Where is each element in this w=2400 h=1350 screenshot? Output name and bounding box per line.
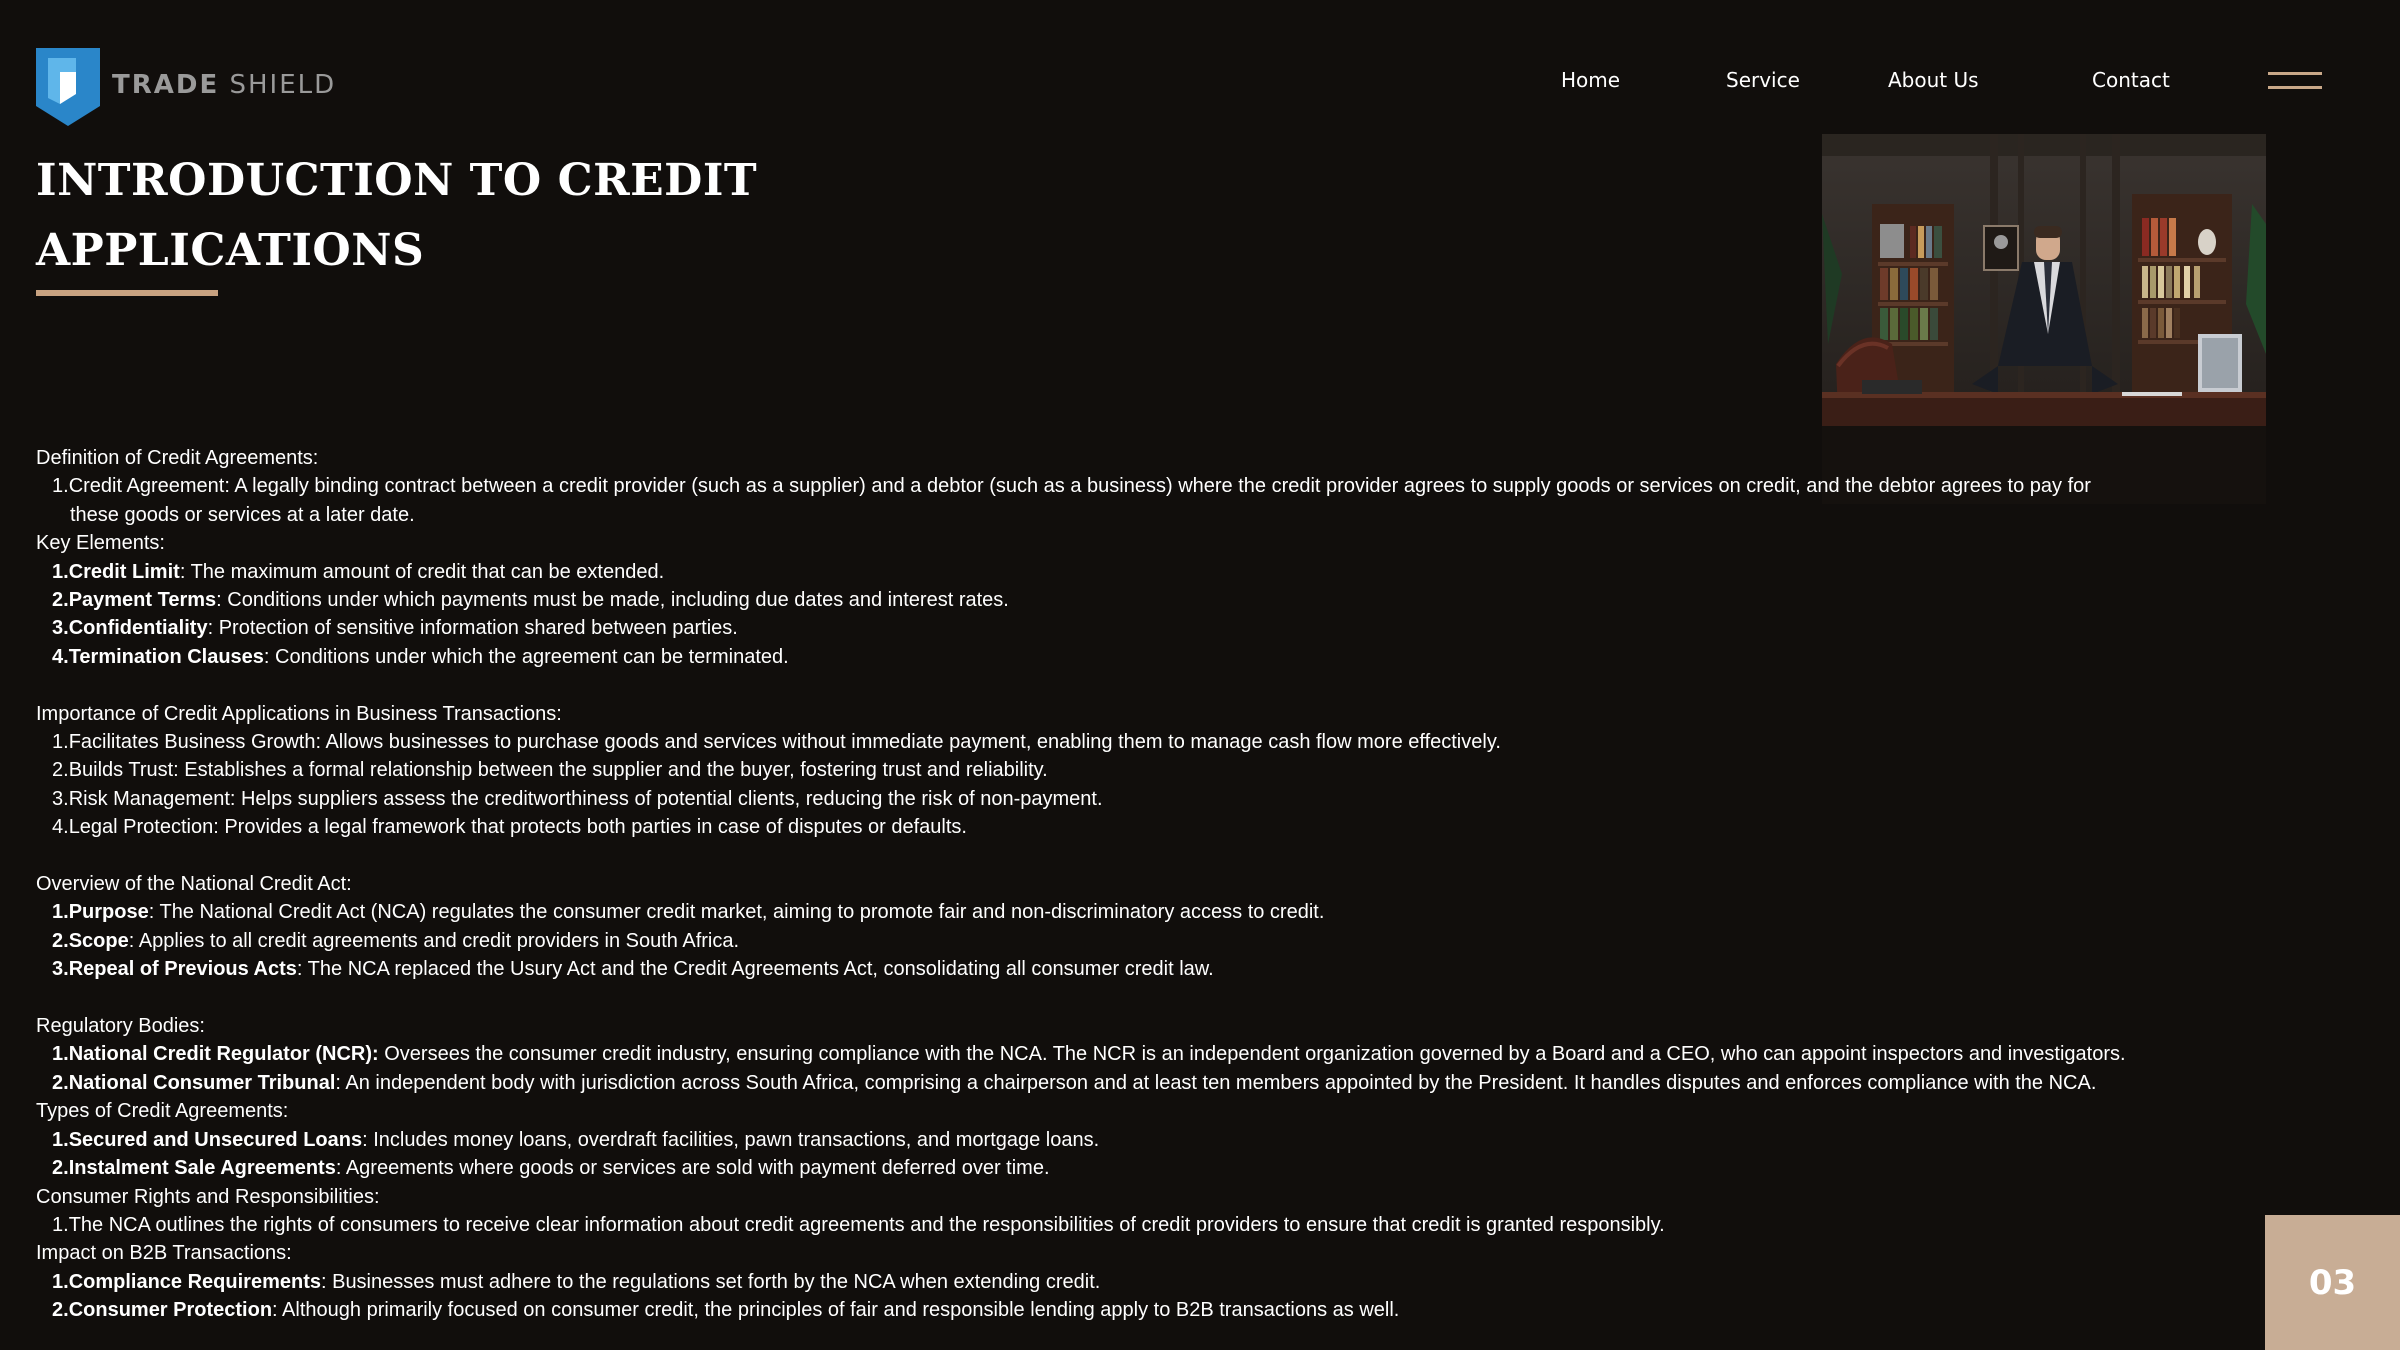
- item-number: 1.: [52, 560, 69, 583]
- item-number: 1.: [52, 731, 69, 754]
- list-item: [36, 614, 2256, 642]
- item-term: Consumer Protection: [68, 1299, 273, 1322]
- item-text: : The maximum amount of credit that can be extended.: [179, 560, 665, 583]
- item-number: 1.: [52, 1270, 69, 1293]
- item-text: Credit Agreement: A legally binding contract between a credit provider (such as a supplier) and a debtor (such as a business) where the credit provider agrees to supply goods or services on credit, and the debtor agrees to pay for: [68, 475, 2091, 498]
- list-item: [36, 898, 2256, 926]
- item-text: : Agreements where goods or services are sold with payment deferred over time.: [335, 1157, 1050, 1180]
- item-text: Facilitates Business Growth: Allows businesses to purchase goods and services without immediate payment, enabling them to manage cash flow more effectively.: [68, 731, 1501, 754]
- section-heading: Overview of the National Credit Act:: [36, 873, 352, 896]
- list-item: [36, 1211, 2256, 1239]
- item-number: 1.: [52, 1213, 69, 1236]
- item-number: 4.: [52, 816, 69, 839]
- page-title: [36, 146, 1036, 286]
- item-text: : Includes money loans, overdraft facilities, pawn transactions, and mortgage loans.: [362, 1128, 1100, 1151]
- item-number: 2.: [52, 589, 69, 612]
- item-term: Instalment Sale Agreements: [68, 1157, 336, 1180]
- item-text: Oversees the consumer credit industry, ensuring compliance with the NCA. The NCR is an independent organization governed by a Board and a CEO, who can appoint inspectors and investigators.: [378, 1043, 2126, 1066]
- list-item: [36, 1154, 2256, 1182]
- item-term: Scope: [68, 929, 129, 952]
- item-number: 3.: [52, 617, 69, 640]
- page-title-line-1: INTRODUCTION TO CREDIT: [36, 155, 758, 206]
- item-text: : Businesses must adhere to the regulations set forth by the NCA when extending credit.: [320, 1270, 1101, 1293]
- nav-contact-link[interactable]: Contact: [2092, 68, 2170, 92]
- title-underline: [36, 290, 218, 296]
- list-item: [36, 472, 2256, 500]
- list-item: [36, 756, 2256, 784]
- item-number: 2.: [52, 1071, 69, 1094]
- nav-home-link[interactable]: Home: [1561, 68, 1621, 92]
- item-text: : The National Credit Act (NCA) regulates the consumer credit market, aiming to promote fair and non-discriminatory access to credit.: [148, 901, 1325, 924]
- list-item: [36, 1296, 2256, 1324]
- shield-logo-icon: [36, 44, 100, 126]
- list-item: [36, 955, 2256, 983]
- hamburger-menu-icon[interactable]: [2268, 72, 2322, 90]
- credit-application-content: [36, 444, 2256, 1325]
- list-item: [36, 1040, 2256, 1068]
- list-item: [36, 643, 2256, 671]
- item-number: 2.: [52, 1157, 69, 1180]
- item-text: : An independent body with jurisdiction across South Africa, comprising a chairperson and at least ten members appointed by the President. It handles disputes and enforces compliance with the NCA.: [335, 1071, 2097, 1094]
- spacer: [36, 984, 2256, 1012]
- section-heading: Consumer Rights and Responsibilities:: [36, 1185, 380, 1208]
- item-number: 2.: [52, 1299, 69, 1322]
- list-item: [36, 586, 2256, 614]
- item-term: Compliance Requirements: [68, 1270, 321, 1293]
- item-text: Risk Management: Helps suppliers assess the creditworthiness of potential clients, reducing the risk of non-payment.: [68, 787, 1103, 810]
- list-item-continuation: these goods or services at a later date.: [70, 503, 415, 526]
- section-heading: Key Elements:: [36, 532, 165, 555]
- item-number: 4.: [52, 645, 69, 668]
- item-term: Termination Clauses: [68, 645, 264, 668]
- brand-logo[interactable]: [36, 44, 336, 126]
- item-term: Credit Limit: [68, 560, 180, 583]
- item-text: Builds Trust: Establishes a formal relationship between the supplier and the buyer, fostering trust and reliability.: [68, 759, 1048, 782]
- item-number: 1.: [52, 1043, 69, 1066]
- nav-about-link[interactable]: About Us: [1888, 68, 1979, 92]
- brand-name: [112, 70, 336, 100]
- section-heading: Types of Credit Agreements:: [36, 1100, 289, 1123]
- item-text: The NCA outlines the rights of consumers to receive clear information about credit agreements and the responsibilities of credit providers to ensure that credit is granted responsibly.: [68, 1213, 1665, 1236]
- item-number: 1.: [52, 1128, 69, 1151]
- spacer: [36, 671, 2256, 699]
- item-text: : Applies to all credit agreements and credit providers in South Africa.: [128, 929, 740, 952]
- page-title-line-2: APPLICATIONS: [36, 225, 425, 276]
- item-text: : Conditions under which payments must be made, including due dates and interest rates.: [216, 589, 1009, 612]
- item-term: Repeal of Previous Acts: [68, 958, 297, 981]
- section-heading: Regulatory Bodies:: [36, 1015, 205, 1038]
- item-text: : Protection of sensitive information shared between parties.: [207, 617, 738, 640]
- item-term: Confidentiality: [68, 617, 208, 640]
- brand-name-bold: TRADE: [112, 70, 220, 100]
- item-number: 3.: [52, 958, 69, 981]
- section-heading: Definition of Credit Agreements:: [36, 447, 319, 469]
- item-number: 2.: [52, 759, 69, 782]
- item-number: 1.: [52, 475, 69, 498]
- list-item: [36, 1069, 2256, 1097]
- item-term: National Credit Regulator (NCR):: [68, 1043, 379, 1066]
- item-text: Legal Protection: Provides a legal framework that protects both parties in case of disputes or defaults.: [68, 816, 967, 839]
- section-heading: Impact on B2B Transactions:: [36, 1242, 292, 1265]
- item-number: 1.: [52, 901, 69, 924]
- list-item: [36, 927, 2256, 955]
- section-heading: Importance of Credit Applications in Business Transactions:: [36, 702, 562, 725]
- item-term: National Consumer Tribunal: [68, 1071, 336, 1094]
- item-term: Payment Terms: [68, 589, 217, 612]
- page-number-badge: 03: [2265, 1215, 2400, 1350]
- item-number: 2.: [52, 929, 69, 952]
- list-item: [36, 785, 2256, 813]
- item-text: : Although primarily focused on consumer credit, the principles of fair and responsible lending apply to B2B transactions as well.: [272, 1299, 1400, 1322]
- list-item: [36, 728, 2256, 756]
- nav-service-link[interactable]: Service: [1726, 68, 1800, 92]
- item-term: Secured and Unsecured Loans: [68, 1128, 363, 1151]
- item-number: 3.: [52, 787, 69, 810]
- item-text: : The NCA replaced the Usury Act and the Credit Agreements Act, consolidating all consumer credit law.: [296, 958, 1214, 981]
- list-item: [36, 1126, 2256, 1154]
- brand-name-rest: SHIELD: [219, 70, 337, 100]
- spacer: [36, 842, 2256, 870]
- list-item: [36, 558, 2256, 586]
- list-item: [36, 813, 2256, 841]
- item-text: : Conditions under which the agreement can be terminated.: [263, 645, 789, 668]
- item-term: Purpose: [68, 901, 149, 924]
- list-item: [36, 1268, 2256, 1296]
